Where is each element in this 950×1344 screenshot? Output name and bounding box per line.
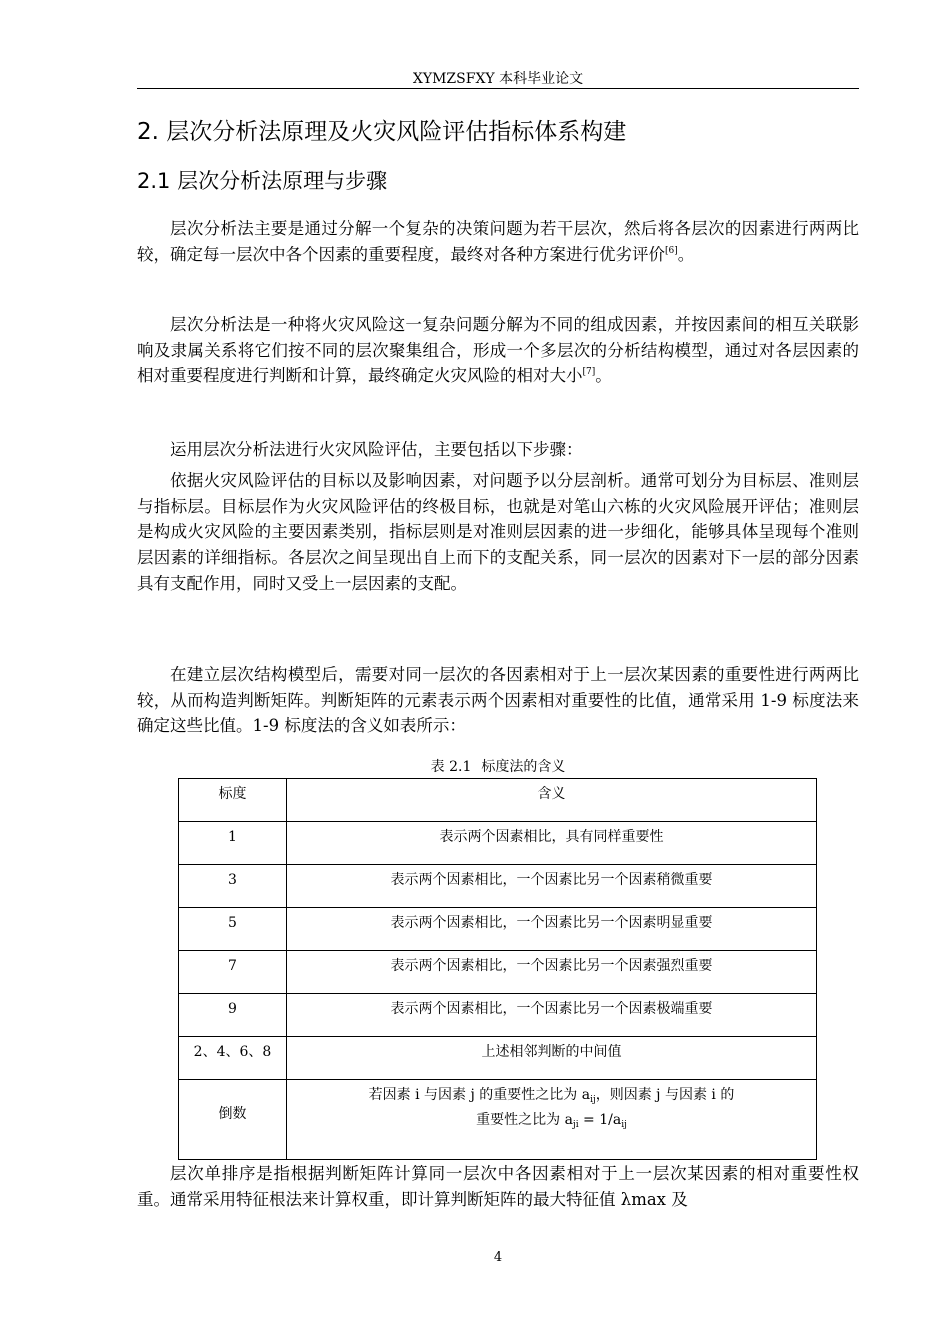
scale-cell: 1 bbox=[179, 822, 287, 865]
subsection-heading: 2.1 层次分析法原理与步骤 bbox=[137, 169, 388, 193]
table-header-row bbox=[179, 779, 817, 822]
meaning-cell: 表示两个因素相比，一个因素比另一个因素稍微重要 bbox=[287, 865, 817, 908]
paragraph-1 bbox=[137, 216, 859, 267]
meaning-cell: 表示两个因素相比，一个因素比另一个因素强烈重要 bbox=[287, 951, 817, 994]
reciprocal-line-2 bbox=[293, 1110, 810, 1135]
table-caption bbox=[137, 757, 859, 777]
paragraph-2-text: 层次分析法是一种将火灾风险这一复杂问题分解为不同的组成因素，并按因素间的相互关联影响及隶属关系将它们按不同的层次聚集组合，形成一个多层次的分析结构模型，通过对各层因素的相对重要程度进行判断和计算，最终确定火灾风险的相对大小 bbox=[137, 315, 859, 386]
paragraph-4: 依据火灾风险评估的目标以及影响因素，对问题予以分层剖析。通常可划分为目标层、准则层与指标层。目标层作为火灾风险评估的终极目标，也就是对笔山六栋的火灾风险展开评估；准则层是构成火灾风险的主要因素类别，指标层则是对准则层因素的进一步细化，能够具体呈现每个准则层因素的详细指标。各层次之间呈现出自上而下的支配关系，同一层次的因素对下一层的部分因素具有支配作用，同时又受上一层因素的支配。 bbox=[137, 471, 859, 593]
reciprocal-line-1 bbox=[293, 1085, 810, 1110]
scale-cell: 3 bbox=[179, 865, 287, 908]
table-row bbox=[179, 994, 817, 1037]
header-rule bbox=[137, 88, 859, 89]
scale-cell: 倒数 bbox=[179, 1080, 287, 1160]
paragraph-2-end: 。 bbox=[595, 366, 612, 386]
page-number: 4 bbox=[493, 1250, 503, 1265]
meaning-cell bbox=[287, 1080, 817, 1160]
reciprocal-line-1-text: 若因素 i 与因素 j 的重要性之比为 a bbox=[368, 1087, 591, 1103]
citation-6: [6] bbox=[665, 245, 678, 256]
meaning-cell: 表示两个因素相比，一个因素比另一个因素极端重要 bbox=[287, 994, 817, 1037]
subscript: ji bbox=[572, 1120, 579, 1130]
table-caption-title: 标度法的含义 bbox=[481, 759, 566, 775]
scale-cell: 7 bbox=[179, 951, 287, 994]
paragraph-6: 层次单排序是指根据判断矩阵计算同一层次中各因素相对于上一层次某因素的相对重要性权重。通常采用特征根法来计算权重，即计算判断矩阵的最大特征值 λmax 及 bbox=[137, 1164, 859, 1209]
subscript: ij bbox=[621, 1120, 627, 1130]
header-meaning: 含义 bbox=[287, 779, 817, 822]
meaning-cell: 表示两个因素相比，一个因素比另一个因素明显重要 bbox=[287, 908, 817, 951]
table-row bbox=[179, 822, 817, 865]
paragraph-1-end: 。 bbox=[677, 244, 695, 264]
reciprocal-line-1-after: ，则因素 j 与因素 i 的 bbox=[595, 1087, 735, 1103]
table-caption-label: 表 2.1 bbox=[430, 759, 472, 775]
meaning-cell: 上述相邻判断的中间值 bbox=[287, 1037, 817, 1080]
reciprocal-line-2-text: 重要性之比为 a bbox=[476, 1112, 573, 1128]
scale-table bbox=[178, 778, 817, 1160]
citation-7: [7] bbox=[582, 367, 596, 378]
table-row bbox=[179, 951, 817, 994]
paragraph-5: 在建立层次结构模型后，需要对同一层次的各因素相对于上一层次某因素的重要性进行两两比较，从而构造判断矩阵。判断矩阵的元素表示两个因素相对重要性的比值，通常采用 1-9 标度法来确定这些比值。1-9 标度法的含义如表所示： bbox=[137, 665, 859, 736]
scale-cell: 5 bbox=[179, 908, 287, 951]
scale-cell: 9 bbox=[179, 994, 287, 1037]
table-row bbox=[179, 865, 817, 908]
section-heading: 2. 层次分析法原理及火灾风险评估指标体系构建 bbox=[137, 119, 627, 145]
paragraph-1-text: 层次分析法主要是通过分解一个复杂的决策问题为若干层次，然后将各层次的因素进行两两比较，确定每一层次中各个因素的重要程度，最终对各种方案进行优劣评价 bbox=[137, 219, 859, 264]
table-row bbox=[179, 1037, 817, 1080]
meaning-cell: 表示两个因素相比，具有同样重要性 bbox=[287, 822, 817, 865]
paragraph-3: 运用层次分析法进行火灾风险评估，主要包括以下步骤： bbox=[170, 440, 583, 459]
running-header: XYMZSFXY 本科毕业论文 bbox=[412, 71, 584, 87]
reciprocal-line-2-mid: = 1/a bbox=[578, 1112, 622, 1128]
subscript: ij bbox=[590, 1095, 596, 1105]
table-row bbox=[179, 908, 817, 951]
header-scale: 标度 bbox=[179, 779, 287, 822]
table-row-reciprocal bbox=[179, 1080, 817, 1160]
scale-cell: 2、4、6、8 bbox=[179, 1037, 287, 1080]
paragraph-2 bbox=[137, 312, 859, 389]
